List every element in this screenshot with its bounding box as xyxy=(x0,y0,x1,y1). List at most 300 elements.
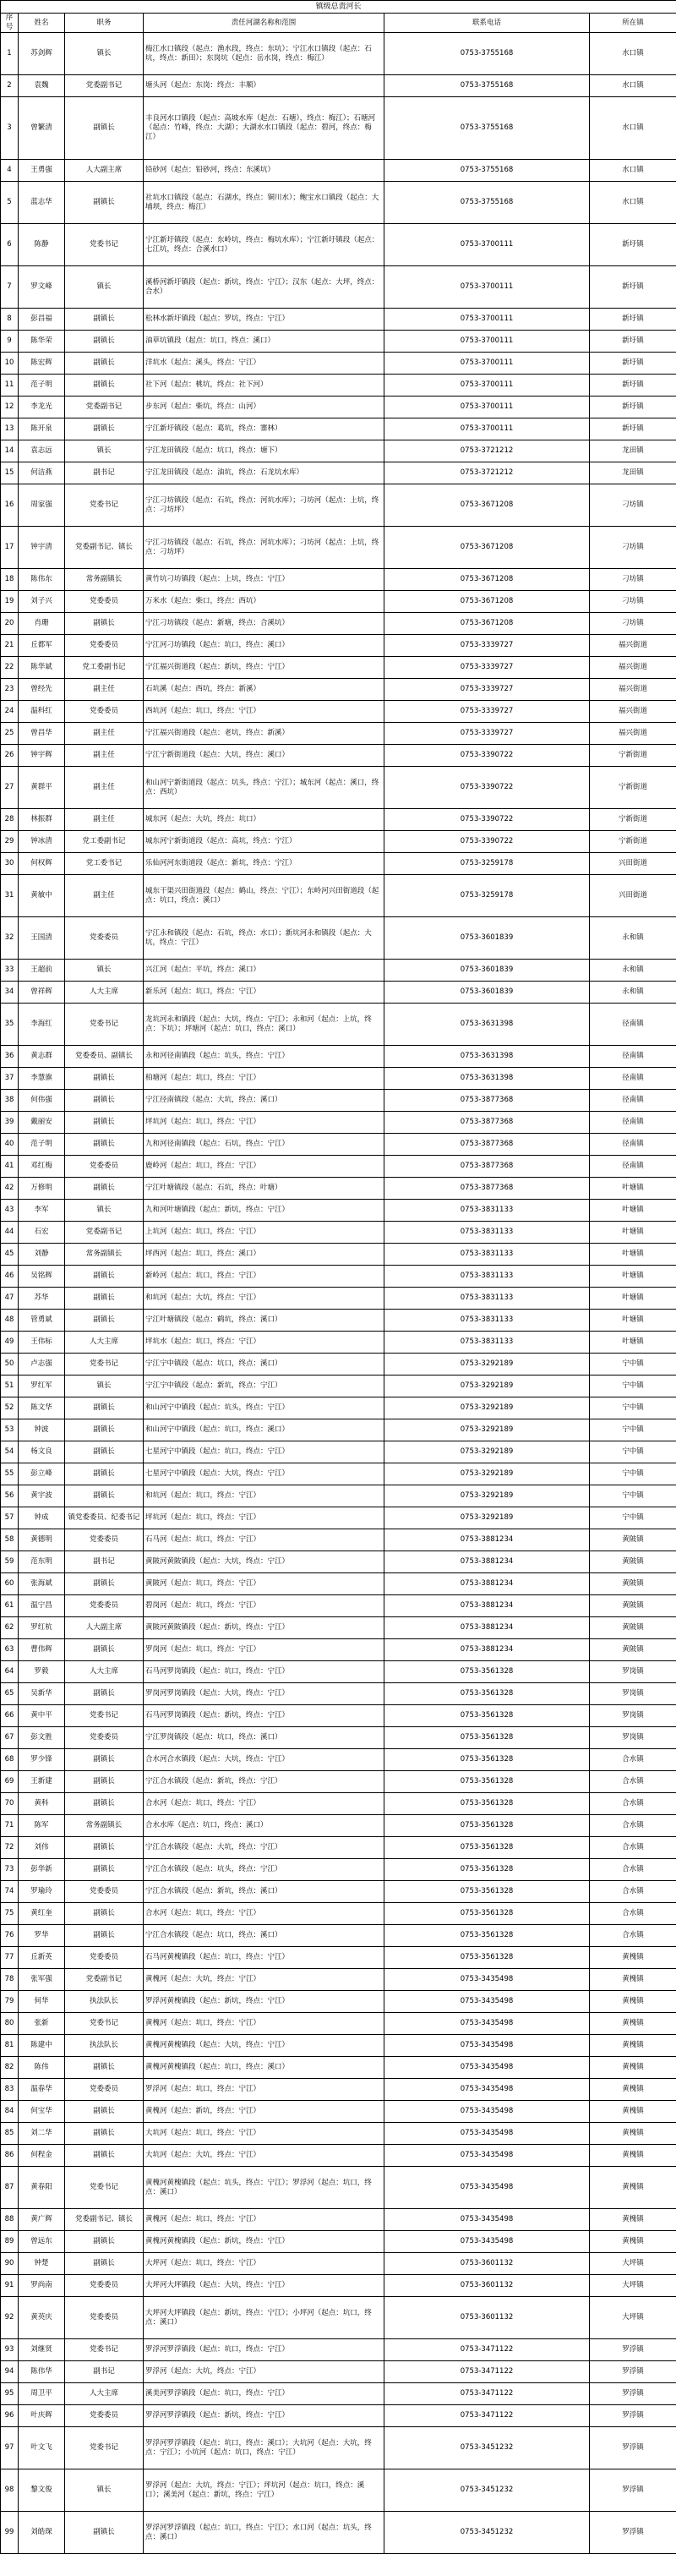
contact-phone-cell: 0753-3561328 xyxy=(384,1705,590,1727)
contact-phone-cell: 0753-3671208 xyxy=(384,527,590,569)
position-cell: 副镇长 xyxy=(65,1134,144,1156)
position-cell: 党委委员 xyxy=(65,635,144,657)
person-name-cell: 何权辉 xyxy=(19,853,65,875)
header-cell-name: 姓名 xyxy=(19,14,65,33)
town-cell: 罗浮镇 xyxy=(590,2469,676,2512)
table-row xyxy=(1,917,676,960)
river-scope-cell: 宁江福兴街道段（起点：新坑，终点：宁江） xyxy=(144,657,384,679)
contact-phone-cell: 0753-3339727 xyxy=(384,657,590,679)
town-cell: 合水镇 xyxy=(590,1837,676,1859)
contact-phone-cell: 0753-3435498 xyxy=(384,2167,590,2209)
row-index-cell: 93 xyxy=(1,2339,19,2361)
person-name-cell: 罗红杭 xyxy=(19,1617,65,1639)
position-cell: 副主任 xyxy=(65,745,144,767)
town-cell: 径南镇 xyxy=(590,1134,676,1156)
river-scope-cell: 黄槐河黄槐镇段（起点：坑头，终点：宁江）；罗浮河（起点：坑口，终点：溪口） xyxy=(144,2167,384,2209)
table-row xyxy=(1,982,676,1004)
person-name-cell: 罗红军 xyxy=(19,1376,65,1397)
person-name-cell: 曾祥辉 xyxy=(19,982,65,1004)
town-cell: 新圩镇 xyxy=(590,375,676,397)
header-cell-town: 所在镇 xyxy=(590,14,676,33)
person-name-cell: 王伟标 xyxy=(19,1332,65,1354)
contact-phone-cell: 0753-3561328 xyxy=(384,1749,590,1771)
town-cell: 水口镇 xyxy=(590,160,676,182)
river-scope-cell: 宁江叶塘镇段（起点：石坑，终点：叶塘） xyxy=(144,1178,384,1200)
contact-phone-cell: 0753-3339727 xyxy=(384,701,590,723)
position-cell: 副镇长 xyxy=(65,1837,144,1859)
table-row xyxy=(1,1793,676,1815)
person-name-cell: 周家强 xyxy=(19,484,65,527)
town-cell: 大坪镇 xyxy=(590,2253,676,2275)
person-name-cell: 黄科 xyxy=(19,1793,65,1815)
row-index-cell: 79 xyxy=(1,1991,19,2013)
table-row xyxy=(1,1815,676,1837)
table-row xyxy=(1,1881,676,1903)
contact-phone-cell: 0753-3671208 xyxy=(384,591,590,613)
row-index-cell: 84 xyxy=(1,2101,19,2123)
table-row xyxy=(1,2035,676,2057)
table-row xyxy=(1,2512,676,2554)
position-cell: 副镇长 xyxy=(65,2057,144,2079)
town-cell: 黄槐镇 xyxy=(590,2101,676,2123)
contact-phone-cell: 0753-3601839 xyxy=(384,982,590,1004)
position-cell: 党委书记 xyxy=(65,1354,144,1376)
contact-phone-cell: 0753-3601132 xyxy=(384,2275,590,2297)
position-cell: 党委委员 xyxy=(65,1595,144,1617)
row-index-cell: 32 xyxy=(1,917,19,960)
town-cell: 叶塘镇 xyxy=(590,1178,676,1200)
row-index-cell: 75 xyxy=(1,1903,19,1925)
table-row xyxy=(1,2079,676,2101)
table-row xyxy=(1,701,676,723)
town-cell: 黄槐镇 xyxy=(590,1969,676,1991)
town-cell: 水口镇 xyxy=(590,97,676,160)
town-cell: 黄陂镇 xyxy=(590,1639,676,1661)
table-row xyxy=(1,1485,676,1507)
person-name-cell: 陈建中 xyxy=(19,2035,65,2057)
river-scope-cell: 梅江水口镇段（起点：渔水段，终点：东坑）；宁江水口镇段（起点：石坑，终点：新田）；东岗坑（起点：岳水岗，终点：梅江） xyxy=(144,33,384,75)
table-row xyxy=(1,2427,676,2469)
contact-phone-cell: 0753-3755168 xyxy=(384,97,590,160)
person-name-cell: 张新 xyxy=(19,2013,65,2035)
position-cell: 镇长 xyxy=(65,1200,144,1222)
town-cell: 新圩镇 xyxy=(590,309,676,331)
position-cell: 人大主席 xyxy=(65,2383,144,2405)
contact-phone-cell: 0753-3831133 xyxy=(384,1266,590,1288)
row-index-cell: 22 xyxy=(1,657,19,679)
table-row xyxy=(1,2167,676,2209)
contact-phone-cell: 0753-3339727 xyxy=(384,635,590,657)
person-name-cell: 蓝志华 xyxy=(19,182,65,224)
river-scope-cell: 黄槐河黄槐镇段（起点：新坑，终点：宁江） xyxy=(144,2231,384,2253)
river-scope-cell: 宁江叶塘镇段（起点：鹤坑，终点：溪口） xyxy=(144,1310,384,1332)
row-index-cell: 35 xyxy=(1,1004,19,1046)
person-name-cell: 曹伟辉 xyxy=(19,1639,65,1661)
contact-phone-cell: 0753-3451232 xyxy=(384,2512,590,2554)
person-name-cell: 范子明 xyxy=(19,1134,65,1156)
river-scope-cell: 宁江新圩镇段（起点：东岭坑，终点：梅坑水库）；宁江新圩镇段（起点：七江坑，终点：合溪水口） xyxy=(144,224,384,266)
river-scope-cell: 和坑河（起点：大坑，终点：宁江） xyxy=(144,1288,384,1310)
table-row xyxy=(1,1529,676,1551)
town-cell: 叶塘镇 xyxy=(590,1200,676,1222)
town-cell: 黄槐镇 xyxy=(590,2209,676,2231)
person-name-cell: 杨文良 xyxy=(19,1441,65,1463)
contact-phone-cell: 0753-3471122 xyxy=(384,2405,590,2427)
row-index-cell: 46 xyxy=(1,1266,19,1288)
person-name-cell: 彭华新 xyxy=(19,1859,65,1881)
row-index-cell: 26 xyxy=(1,745,19,767)
row-index-cell: 69 xyxy=(1,1771,19,1793)
river-scope-cell: 乐仙河河东街道段（起点：新坑，终点：宁江） xyxy=(144,853,384,875)
contact-phone-cell: 0753-3292189 xyxy=(384,1376,590,1397)
town-cell: 径南镇 xyxy=(590,1112,676,1134)
river-scope-cell: 社坑水口镇段（起点：石湖水，终点：铜川水）；鲍宝水口镇段（起点：大埔坝，终点：梅江） xyxy=(144,182,384,224)
town-cell: 刁坊镇 xyxy=(590,613,676,635)
table-row xyxy=(1,1288,676,1310)
town-cell: 黄陂镇 xyxy=(590,1617,676,1639)
contact-phone-cell: 0753-3435498 xyxy=(384,2145,590,2167)
town-cell: 大坪镇 xyxy=(590,2297,676,2339)
contact-phone-cell: 0753-3561328 xyxy=(384,1881,590,1903)
position-cell: 党委书记 xyxy=(65,2013,144,2035)
town-cell: 黄槐镇 xyxy=(590,2057,676,2079)
river-scope-cell: 黄槐河黄槐镇段（起点：大坑，终点：宁江） xyxy=(144,2035,384,2057)
town-cell: 黄槐镇 xyxy=(590,2079,676,2101)
header-cell-position: 职务 xyxy=(65,14,144,33)
river-scope-cell: 大坪河（起点：坑口，终点：宁江） xyxy=(144,2253,384,2275)
position-cell: 党委委员 xyxy=(65,917,144,960)
row-index-cell: 63 xyxy=(1,1639,19,1661)
table-title-cell: 镇级总责河长 xyxy=(1,1,676,14)
person-name-cell: 罗尚南 xyxy=(19,2275,65,2297)
position-cell: 副镇长 xyxy=(65,1288,144,1310)
position-cell: 镇长 xyxy=(65,266,144,309)
row-index-cell: 24 xyxy=(1,701,19,723)
river-scope-cell: 罗浮河（起点：大坑，终点：宁江）；坪坑河（起点：坑口，终点：溪口）；溪美河（起点：新坑，终点：宁江） xyxy=(144,2469,384,2512)
position-cell: 党委委员 xyxy=(65,2297,144,2339)
contact-phone-cell: 0753-3700111 xyxy=(384,331,590,353)
town-cell: 黄槐镇 xyxy=(590,1947,676,1969)
position-cell: 党委委员 xyxy=(65,701,144,723)
river-scope-cell: 鹿岭河（起点：坑口，终点：宁江） xyxy=(144,1156,384,1178)
header-cell-river-scope: 责任河湖名称和范围 xyxy=(144,14,384,33)
row-index-cell: 77 xyxy=(1,1947,19,1969)
table-row xyxy=(1,527,676,569)
person-name-cell: 吴新华 xyxy=(19,1683,65,1705)
person-name-cell: 温春华 xyxy=(19,2079,65,2101)
person-name-cell: 陈伟东 xyxy=(19,569,65,591)
contact-phone-cell: 0753-3471122 xyxy=(384,2361,590,2383)
position-cell: 副镇长 xyxy=(65,1441,144,1463)
town-cell: 径南镇 xyxy=(590,1068,676,1090)
table-row xyxy=(1,723,676,745)
person-name-cell: 陈开泉 xyxy=(19,418,65,440)
table-row xyxy=(1,1771,676,1793)
position-cell: 党委委员 xyxy=(65,2405,144,2427)
contact-phone-cell: 0753-3877368 xyxy=(384,1156,590,1178)
position-cell: 镇长 xyxy=(65,960,144,982)
person-name-cell: 何程金 xyxy=(19,2145,65,2167)
town-cell: 福兴街道 xyxy=(590,635,676,657)
row-index-cell: 39 xyxy=(1,1112,19,1134)
row-index-cell: 65 xyxy=(1,1683,19,1705)
person-name-cell: 周卫平 xyxy=(19,2383,65,2405)
person-name-cell: 苏剑辉 xyxy=(19,33,65,75)
river-scope-cell: 宁江合水镇段（起点：坑头，终点：宁江） xyxy=(144,1859,384,1881)
person-name-cell: 袁魏 xyxy=(19,75,65,97)
contact-phone-cell: 0753-3561328 xyxy=(384,1859,590,1881)
contact-phone-cell: 0753-3435498 xyxy=(384,2057,590,2079)
contact-phone-cell: 0753-3877368 xyxy=(384,1090,590,1112)
river-scope-cell: 龙坑河永和镇段（起点：大坑，终点：宁江）；永和河（起点：上坑，终点：下坑）；坪塘河（起点：坑口，终点：溪口） xyxy=(144,1004,384,1046)
river-scope-cell: 罗浮河罗浮镇段（起点：坑口，终点：宁江）；水口河（起点：坑头，终点：溪口） xyxy=(144,2512,384,2554)
table-row xyxy=(1,1551,676,1573)
table-row xyxy=(1,397,676,418)
river-scope-cell: 罗岗河罗岗镇段（起点：大坑，终点：宁江） xyxy=(144,1683,384,1705)
row-index-cell: 45 xyxy=(1,1244,19,1266)
river-scope-cell: 黄竹坑刁坊镇段（起点：上坑，终点：宁江） xyxy=(144,569,384,591)
contact-phone-cell: 0753-3601839 xyxy=(384,960,590,982)
town-cell: 刁坊镇 xyxy=(590,591,676,613)
position-cell: 党委委员 xyxy=(65,1727,144,1749)
person-name-cell: 叶庆辉 xyxy=(19,2405,65,2427)
position-cell: 党委书记 xyxy=(65,1004,144,1046)
town-cell: 水口镇 xyxy=(590,33,676,75)
table-row xyxy=(1,635,676,657)
row-index-cell: 43 xyxy=(1,1200,19,1222)
table-row xyxy=(1,97,676,160)
position-cell: 镇长 xyxy=(65,33,144,75)
contact-phone-cell: 0753-3601839 xyxy=(384,917,590,960)
town-cell: 福兴街道 xyxy=(590,657,676,679)
person-name-cell: 王新建 xyxy=(19,1771,65,1793)
river-scope-cell: 罗岗河（起点：坑口，终点：宁江） xyxy=(144,1639,384,1661)
person-name-cell: 陈伟华 xyxy=(19,2361,65,2383)
position-cell: 副主任 xyxy=(65,875,144,917)
position-cell: 党委副书记 xyxy=(65,75,144,97)
person-name-cell: 林振群 xyxy=(19,809,65,831)
contact-phone-cell: 0753-3339727 xyxy=(384,723,590,745)
person-name-cell: 钟波 xyxy=(19,1419,65,1441)
row-index-cell: 99 xyxy=(1,2512,19,2554)
person-name-cell: 张军强 xyxy=(19,1969,65,1991)
position-cell: 副镇长 xyxy=(65,1749,144,1771)
river-scope-cell: 宁江刁坊镇段（起点：石坑，终点：河坑水库）；刁坊河（起点：上坑，终点：刁坊坪） xyxy=(144,484,384,527)
town-cell: 新圩镇 xyxy=(590,418,676,440)
person-name-cell: 何华 xyxy=(19,1991,65,2013)
table-row xyxy=(1,1004,676,1046)
row-index-cell: 80 xyxy=(1,2013,19,2035)
position-cell: 党委委员 xyxy=(65,2275,144,2297)
river-scope-cell: 宁江河刁坊镇段（起点：坑口，终点：溪口） xyxy=(144,635,384,657)
person-name-cell: 罗瑜玲 xyxy=(19,1881,65,1903)
row-index-cell: 1 xyxy=(1,33,19,75)
contact-phone-cell: 0753-3561328 xyxy=(384,1947,590,1969)
river-scope-cell: 宁江宁中镇段（起点：坑口，终点：溪口） xyxy=(144,1354,384,1376)
town-cell: 黄槐镇 xyxy=(590,2035,676,2057)
town-cell: 永和镇 xyxy=(590,960,676,982)
contact-phone-cell: 0753-3390722 xyxy=(384,767,590,809)
table-row xyxy=(1,331,676,353)
contact-phone-cell: 0753-3721212 xyxy=(384,462,590,484)
row-index-cell: 57 xyxy=(1,1507,19,1529)
position-cell: 副镇长 xyxy=(65,1090,144,1112)
town-cell: 罗浮镇 xyxy=(590,2383,676,2405)
table-row xyxy=(1,1376,676,1397)
row-index-cell: 50 xyxy=(1,1354,19,1376)
river-scope-cell: 合水河合水镇段（起点：大坑，终点：宁江） xyxy=(144,1749,384,1771)
person-name-cell: 黄群平 xyxy=(19,767,65,809)
contact-phone-cell: 0753-3881234 xyxy=(384,1573,590,1595)
row-index-cell: 41 xyxy=(1,1156,19,1178)
contact-phone-cell: 0753-3755168 xyxy=(384,160,590,182)
river-scope-cell: 大坑河（起点：大坑，终点：宁江） xyxy=(144,2145,384,2167)
position-cell: 党委委员 xyxy=(65,591,144,613)
position-cell: 副镇长 xyxy=(65,2123,144,2145)
position-cell: 镇长 xyxy=(65,1376,144,1397)
position-cell: 常务副镇长 xyxy=(65,1815,144,1837)
person-name-cell: 管勇斌 xyxy=(19,1310,65,1332)
row-index-cell: 92 xyxy=(1,2297,19,2339)
row-index-cell: 29 xyxy=(1,831,19,853)
position-cell: 党委书记 xyxy=(65,224,144,266)
table-row xyxy=(1,1639,676,1661)
person-name-cell: 黎文俊 xyxy=(19,2469,65,2512)
river-scope-cell: 溪美河罗浮镇段（起点：坑口，终点：宁江） xyxy=(144,2383,384,2405)
town-cell: 径南镇 xyxy=(590,1004,676,1046)
table-row xyxy=(1,1397,676,1419)
row-index-cell: 76 xyxy=(1,1925,19,1947)
header-row xyxy=(1,14,676,33)
town-cell: 合水镇 xyxy=(590,1771,676,1793)
row-index-cell: 10 xyxy=(1,353,19,375)
river-scope-cell: 合水河（起点：坑口，终点：宁江） xyxy=(144,1903,384,1925)
table-row xyxy=(1,2101,676,2123)
river-scope-cell: 坪西河（起点：坑口，终点：溪口） xyxy=(144,1244,384,1266)
row-index-cell: 98 xyxy=(1,2469,19,2512)
contact-phone-cell: 0753-3721212 xyxy=(384,440,590,462)
contact-phone-cell: 0753-3435498 xyxy=(384,2035,590,2057)
title-row xyxy=(1,1,676,14)
river-scope-cell: 宁江罗岗镇段（起点：坑口，终点：溪口） xyxy=(144,1727,384,1749)
position-cell: 副镇长 xyxy=(65,1859,144,1881)
person-name-cell: 叶文飞 xyxy=(19,2427,65,2469)
town-cell: 叶塘镇 xyxy=(590,1288,676,1310)
contact-phone-cell: 0753-3831133 xyxy=(384,1222,590,1244)
contact-phone-cell: 0753-3561328 xyxy=(384,1727,590,1749)
river-scope-cell: 碧岗河（起点：坑口，终点：宁江） xyxy=(144,1595,384,1617)
town-cell: 宁中镇 xyxy=(590,1397,676,1419)
row-index-cell: 2 xyxy=(1,75,19,97)
river-scope-cell: 城东河（起点：大坑，终点：坑口） xyxy=(144,809,384,831)
table-row xyxy=(1,1200,676,1222)
town-cell: 永和镇 xyxy=(590,917,676,960)
person-name-cell: 范子明 xyxy=(19,375,65,397)
town-cell: 罗岗镇 xyxy=(590,1705,676,1727)
river-scope-cell: 大坪河大坪镇段（起点：新坑，终点：宁江）；小坪河（起点：坑口，终点：溪口） xyxy=(144,2297,384,2339)
river-scope-cell: 城东河宁新街道段（起点：高坑，终点：宁江） xyxy=(144,831,384,853)
river-scope-cell: 坪坑水（起点：坑口，终点：宁江） xyxy=(144,1332,384,1354)
table-row xyxy=(1,1661,676,1683)
person-name-cell: 张海斌 xyxy=(19,1573,65,1595)
contact-phone-cell: 0753-3390722 xyxy=(384,745,590,767)
contact-phone-cell: 0753-3339727 xyxy=(384,679,590,701)
person-name-cell: 刘皓琛 xyxy=(19,2512,65,2554)
person-name-cell: 王勇强 xyxy=(19,160,65,182)
position-cell: 党工委副书记 xyxy=(65,657,144,679)
town-cell: 黄陂镇 xyxy=(590,1573,676,1595)
river-scope-cell: 宁江新圩镇段（起点：葛坑，终点：寨林） xyxy=(144,418,384,440)
town-cell: 宁中镇 xyxy=(590,1485,676,1507)
row-index-cell: 83 xyxy=(1,2079,19,2101)
river-scope-cell: 黄槐河（起点：新坑，终点：宁江） xyxy=(144,2101,384,2123)
header-cell-index: 序号 xyxy=(1,14,19,33)
table-row xyxy=(1,1068,676,1090)
person-name-cell: 罗毅 xyxy=(19,1661,65,1683)
row-index-cell: 11 xyxy=(1,375,19,397)
town-cell: 新圩镇 xyxy=(590,224,676,266)
row-index-cell: 86 xyxy=(1,2145,19,2167)
table-row xyxy=(1,2231,676,2253)
person-name-cell: 刘继贤 xyxy=(19,2339,65,2361)
row-index-cell: 53 xyxy=(1,1419,19,1441)
town-cell: 宁中镇 xyxy=(590,1376,676,1397)
table-row xyxy=(1,1332,676,1354)
contact-phone-cell: 0753-3259178 xyxy=(384,875,590,917)
contact-phone-cell: 0753-3755168 xyxy=(384,33,590,75)
position-cell: 副镇长 xyxy=(65,1925,144,1947)
table-row xyxy=(1,1134,676,1156)
river-scope-cell: 石坑溪（起点：西坑，终点：新溪） xyxy=(144,679,384,701)
row-index-cell: 37 xyxy=(1,1068,19,1090)
river-scope-cell: 铅砂河（起点：铅砂河，终点：东溪坑） xyxy=(144,160,384,182)
table-row xyxy=(1,2057,676,2079)
contact-phone-cell: 0753-3831133 xyxy=(384,1200,590,1222)
contact-phone-cell: 0753-3700111 xyxy=(384,353,590,375)
table-row xyxy=(1,224,676,266)
table-row xyxy=(1,1573,676,1595)
town-cell: 合水镇 xyxy=(590,1793,676,1815)
contact-phone-cell: 0753-3451232 xyxy=(384,2469,590,2512)
position-cell: 副镇长 xyxy=(65,1683,144,1705)
town-cell: 黄槐镇 xyxy=(590,1991,676,2013)
person-name-cell: 袁志远 xyxy=(19,440,65,462)
contact-phone-cell: 0753-3631398 xyxy=(384,1004,590,1046)
person-name-cell: 曾经先 xyxy=(19,679,65,701)
contact-phone-cell: 0753-3390722 xyxy=(384,831,590,853)
river-scope-cell: 新岭河（起点：坑口，终点：宁江） xyxy=(144,1266,384,1288)
row-index-cell: 71 xyxy=(1,1815,19,1837)
table-row xyxy=(1,1112,676,1134)
town-cell: 宁中镇 xyxy=(590,1463,676,1485)
town-cell: 龙田镇 xyxy=(590,440,676,462)
town-cell: 合水镇 xyxy=(590,1815,676,1837)
river-scope-cell: 和坑河（起点：坑口，终点：宁江） xyxy=(144,1485,384,1507)
town-cell: 龙田镇 xyxy=(590,462,676,484)
town-cell: 新圩镇 xyxy=(590,331,676,353)
row-index-cell: 94 xyxy=(1,2361,19,2383)
river-scope-cell: 柏塘河（起点：坑口，终点：宁江） xyxy=(144,1068,384,1090)
position-cell: 党委副书记、镇长 xyxy=(65,527,144,569)
person-name-cell: 刘子兴 xyxy=(19,591,65,613)
table-row xyxy=(1,2013,676,2035)
person-name-cell: 王超前 xyxy=(19,960,65,982)
town-cell: 合水镇 xyxy=(590,1749,676,1771)
row-index-cell: 62 xyxy=(1,1617,19,1639)
town-cell: 罗浮镇 xyxy=(590,2361,676,2383)
river-scope-cell: 塘头河（起点：东岗：终点：丰顺） xyxy=(144,75,384,97)
person-name-cell: 李慧旗 xyxy=(19,1068,65,1090)
